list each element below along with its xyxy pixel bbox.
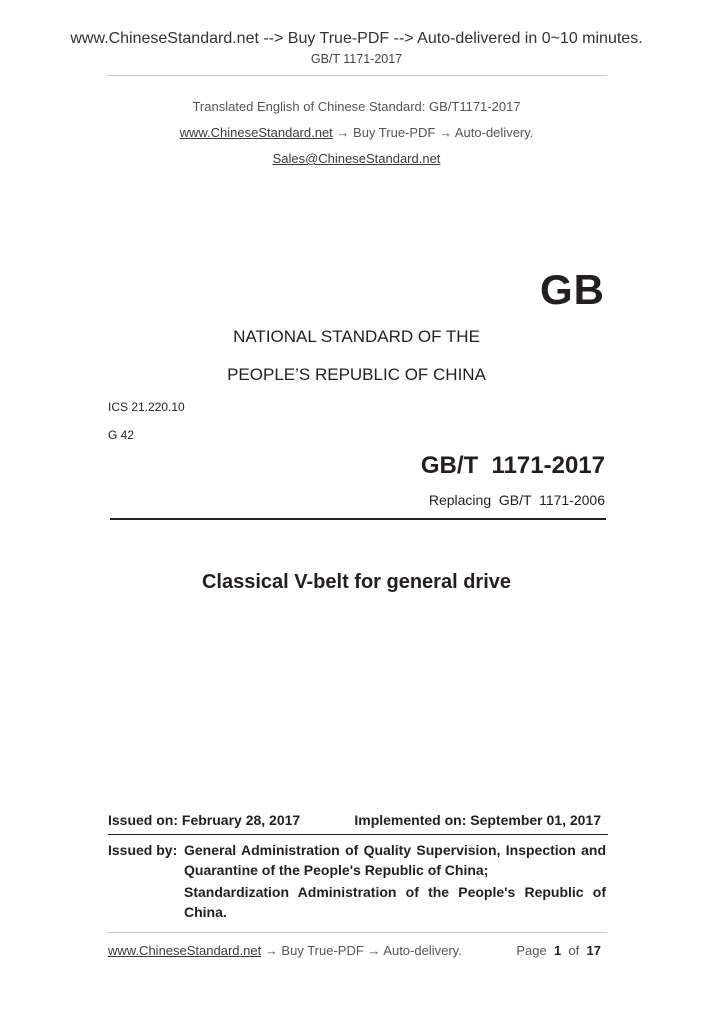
national-standard-line-1: NATIONAL STANDARD OF THE — [233, 327, 480, 346]
title-divider — [110, 518, 606, 520]
translation-links — [0, 125, 713, 140]
footer-links — [108, 943, 462, 958]
footer-purchase-info: → Buy True-PDF → Auto-delivery. — [261, 943, 462, 958]
issued-divider — [108, 834, 608, 835]
header-divider — [107, 75, 607, 76]
of-label: of — [568, 943, 580, 958]
translation-note: Translated English of Chinese Standard: GB/T1171-2017 — [192, 99, 521, 114]
ics-code: ICS 21.220.10 — [108, 400, 185, 414]
footer-site-link[interactable]: www.ChineseStandard.net — [108, 943, 262, 958]
header-standard-code: GB/T 1171-2017 — [310, 52, 403, 66]
email-link[interactable]: Sales@ChineseStandard.net — [272, 151, 441, 166]
replacing-note: Replacing GB/T 1171-2006 — [428, 492, 605, 508]
implemented-on: Implemented on: September 01, 2017 — [354, 812, 601, 828]
issued-by-block — [108, 840, 606, 923]
standard-number: GB/T 1171-2017 — [420, 452, 605, 479]
national-standard-line-2: PEOPLE’S REPUBLIC OF CHINA — [227, 365, 486, 384]
purchase-info: → Buy True-PDF → Auto-delivery. — [332, 125, 534, 140]
issued-by-label: Issued by: — [108, 842, 178, 858]
issuer-1: General Administration of Quality Supervision, Inspection and Quarantine of the People's Republic of China; — [184, 842, 606, 878]
footer-divider — [107, 932, 607, 933]
page-label: Page — [516, 943, 547, 958]
page-indicator — [516, 943, 601, 958]
gb-mark: GB — [540, 266, 605, 313]
issued-on: Issued on: February 28, 2017 — [108, 812, 301, 828]
page-number: 1 — [553, 943, 562, 958]
page-total: 17 — [586, 943, 601, 958]
header-banner: www.ChineseStandard.net --> Buy True-PDF --> Auto-delivered in 0~10 minutes. — [70, 30, 643, 47]
document-title: Classical V-belt for general drive — [201, 571, 511, 593]
site-link[interactable]: www.ChineseStandard.net — [179, 125, 333, 140]
issuer-2: Standardization Administration of the People's Republic of China. — [184, 884, 606, 920]
classification-code: G 42 — [108, 428, 135, 442]
email-line — [0, 151, 713, 166]
